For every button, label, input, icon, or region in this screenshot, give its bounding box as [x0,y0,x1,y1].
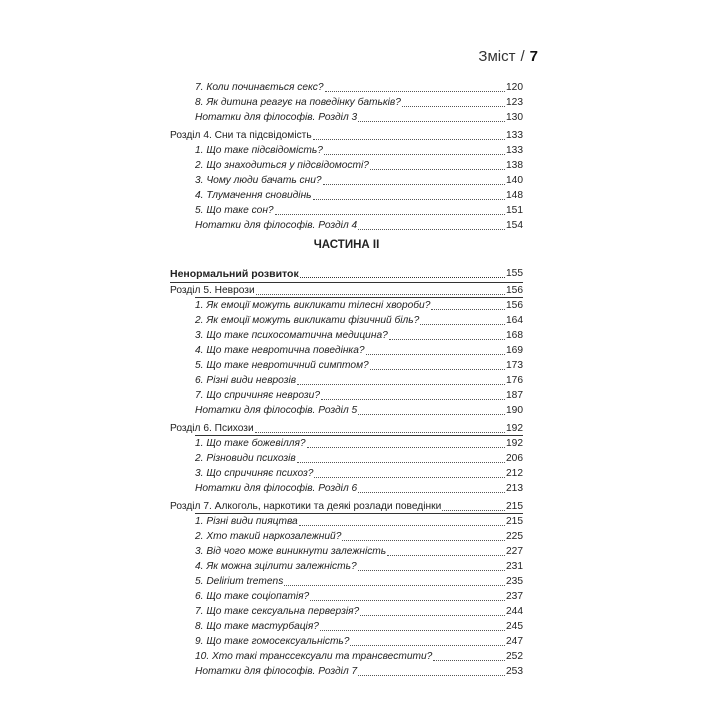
toc-item [195,109,523,124]
dot-leader [299,524,505,526]
toc-item-page: 206 [506,453,523,464]
toc-item-page: 120 [506,82,523,93]
toc-item-title: 2. Різновиди психозів [195,453,296,464]
toc-chapter [170,127,523,142]
toc-item-title: 3. Що таке психосоматична медицина? [195,330,388,341]
toc-item [195,663,523,678]
toc-item [195,573,523,588]
toc-chapter-page: 156 [506,285,523,296]
toc-item-title: 5. Що таке невротичний симптом? [195,360,369,371]
toc-item-page: 154 [506,220,523,231]
dot-leader [297,461,505,463]
dot-leader [342,539,505,541]
toc-item-page: 215 [506,516,523,527]
toc-item [195,187,523,202]
toc-part-heading-page: 155 [506,268,523,279]
dot-leader [313,138,505,140]
toc-item-page: 151 [506,205,523,216]
toc-item-title: 7. Коли починається секс? [195,82,324,93]
dot-leader [297,383,505,385]
toc-item-title: 7. Що спричиняє неврози? [195,390,320,401]
toc-item-page: 130 [506,112,523,123]
toc-item [195,465,523,480]
toc-item-page: 190 [506,405,523,416]
running-head-section: Зміст [478,48,516,65]
toc-item [195,202,523,217]
toc-item-title: 1. Що таке підсвідомість? [195,145,323,156]
toc-item-page: 231 [506,561,523,572]
dot-leader [324,153,505,155]
toc-item-title: Нотатки для філософів. Розділ 7 [195,666,358,677]
toc-item-title: Нотатки для філософів. Розділ 4 [195,220,358,231]
dot-leader [320,629,505,631]
dot-leader [284,584,505,586]
toc-item-title: 4. Тлумачення сновидінь [195,190,312,201]
toc-item [195,528,523,543]
dot-leader [313,198,505,200]
toc-chapter [170,282,523,297]
toc-item-title: 6. Що таке соціопатія? [195,591,310,602]
dot-leader [358,569,505,571]
toc-item [195,588,523,603]
toc-item [195,94,523,109]
dot-leader [420,323,505,325]
toc-chapter [170,498,523,513]
toc-item-page: 148 [506,190,523,201]
toc-item-title: 3. Чому люди бачать сни? [195,175,322,186]
toc-chapter-title: Розділ 4. Сни та підсвідомість [170,130,312,141]
toc-item-page: 138 [506,160,523,171]
toc-item-page: 212 [506,468,523,479]
dot-leader [366,353,505,355]
running-head [478,48,538,65]
toc-item-title: 9. Що таке гомосексуальність? [195,636,350,647]
dot-leader [350,644,505,646]
toc-item-page: 187 [506,390,523,401]
toc-item [195,633,523,648]
dot-leader [321,398,505,400]
toc-item [195,558,523,573]
toc-item-title: 6. Різні види неврозів [195,375,297,386]
toc-item [195,217,523,232]
dot-leader [358,413,505,415]
toc-item [195,435,523,450]
toc-chapter [170,420,523,435]
dot-leader [370,368,505,370]
toc-item-page: 253 [506,666,523,677]
toc-item-page: 213 [506,483,523,494]
toc-item [195,157,523,172]
toc-item-title: 4. Що таке невротична поведінка? [195,345,365,356]
toc-chapter-title: Розділ 7. Алкоголь, наркотики та деякі розлади поведінки [170,501,442,512]
toc-item-page: 173 [506,360,523,371]
toc-item-page: 164 [506,315,523,326]
toc-item-page: 140 [506,175,523,186]
page-number: 7 [529,48,538,65]
toc-item-page: 247 [506,636,523,647]
toc-chapter-title: Розділ 6. Психози [170,423,254,434]
toc-item-title: 3. Що спричиняє психоз? [195,468,314,479]
toc-item [195,79,523,94]
toc-item [195,480,523,495]
toc-chapter-title: Розділ 5. Неврози [170,285,255,296]
toc-part-heading [170,265,523,280]
toc-item-title: 10. Хто такі транссексуали та трансвестити? [195,651,433,662]
toc-item [195,648,523,663]
dot-leader [314,476,505,478]
toc-item [195,513,523,528]
toc-item [195,618,523,633]
dot-leader [275,213,505,215]
toc-item-title: Нотатки для філософів. Розділ 3 [195,112,358,123]
toc-item-title: 1. Різні види пияцтва [195,516,298,527]
toc-item [195,387,523,402]
toc-item [195,142,523,157]
part-title: ЧАСТИНА II [313,239,380,251]
toc-item-page: 225 [506,531,523,542]
dot-leader [358,120,505,122]
toc-item-page: 133 [506,145,523,156]
toc-item-page: 235 [506,576,523,587]
toc-item-page: 192 [506,438,523,449]
toc-item [195,543,523,558]
toc-chapter-page: 215 [506,501,523,512]
dot-leader [370,168,505,170]
dot-leader [442,509,505,511]
toc-item-title: 2. Що знаходиться у підсвідомості? [195,160,369,171]
toc-item-title: 3. Від чого може виникнути залежність [195,546,387,557]
toc-part-heading-title: Ненормальний розвиток [170,268,299,280]
dot-leader [358,491,505,493]
dot-leader [300,276,505,278]
dot-leader [433,659,505,661]
dot-leader [323,183,505,185]
toc-item-title: 5. Що таке сон? [195,205,274,216]
toc-item-page: 169 [506,345,523,356]
dot-leader [307,446,505,448]
dot-leader [431,308,505,310]
dot-leader [256,293,505,295]
toc-item-title: 4. Як можна зцілити залежність? [195,561,357,572]
dot-leader [310,599,505,601]
toc-chapter-page: 192 [506,423,523,434]
toc-item-page: 156 [506,300,523,311]
toc-item-title: Нотатки для філософів. Розділ 5 [195,405,358,416]
toc-chapter-page: 133 [506,130,523,141]
toc-item [195,402,523,417]
toc-item-title: 8. Як дитина реагує на поведінку батьків? [195,97,401,108]
toc-item-page: 244 [506,606,523,617]
toc-item-title: 1. Як емоції можуть викликати тілесні хвороби? [195,300,431,311]
toc-item-page: 245 [506,621,523,632]
dot-leader [358,228,505,230]
dot-leader [402,105,505,107]
toc-item-title: 1. Що таке божевілля? [195,438,306,449]
toc-item-title: 5. Delirium tremens [195,576,284,587]
toc-item [195,327,523,342]
dot-leader [325,90,505,92]
dot-leader [255,431,505,433]
running-head-separator: / [520,48,525,65]
toc-item [195,297,523,312]
toc-item-title: 8. Що таке мастурбація? [195,621,319,632]
toc-item-page: 252 [506,651,523,662]
toc-item [195,312,523,327]
toc-item-page: 237 [506,591,523,602]
toc-item-page: 227 [506,546,523,557]
dot-leader [360,614,505,616]
toc-item-page: 168 [506,330,523,341]
toc-item-title: Нотатки для філософів. Розділ 6 [195,483,358,494]
toc-item [195,357,523,372]
toc-item-title: 2. Як емоції можуть викликати фізичний біль? [195,315,420,326]
toc-item-page: 176 [506,375,523,386]
dot-leader [358,674,505,676]
dot-leader [387,554,505,556]
toc-item [195,172,523,187]
toc-item [195,372,523,387]
toc-item [195,450,523,465]
dot-leader [389,338,505,340]
toc-item [195,342,523,357]
toc-item-title: 7. Що таке сексуальна перверзія? [195,606,360,617]
toc-item-page: 123 [506,97,523,108]
toc-item [195,603,523,618]
toc-item-title: 2. Хто такий наркозалежний? [195,531,342,542]
